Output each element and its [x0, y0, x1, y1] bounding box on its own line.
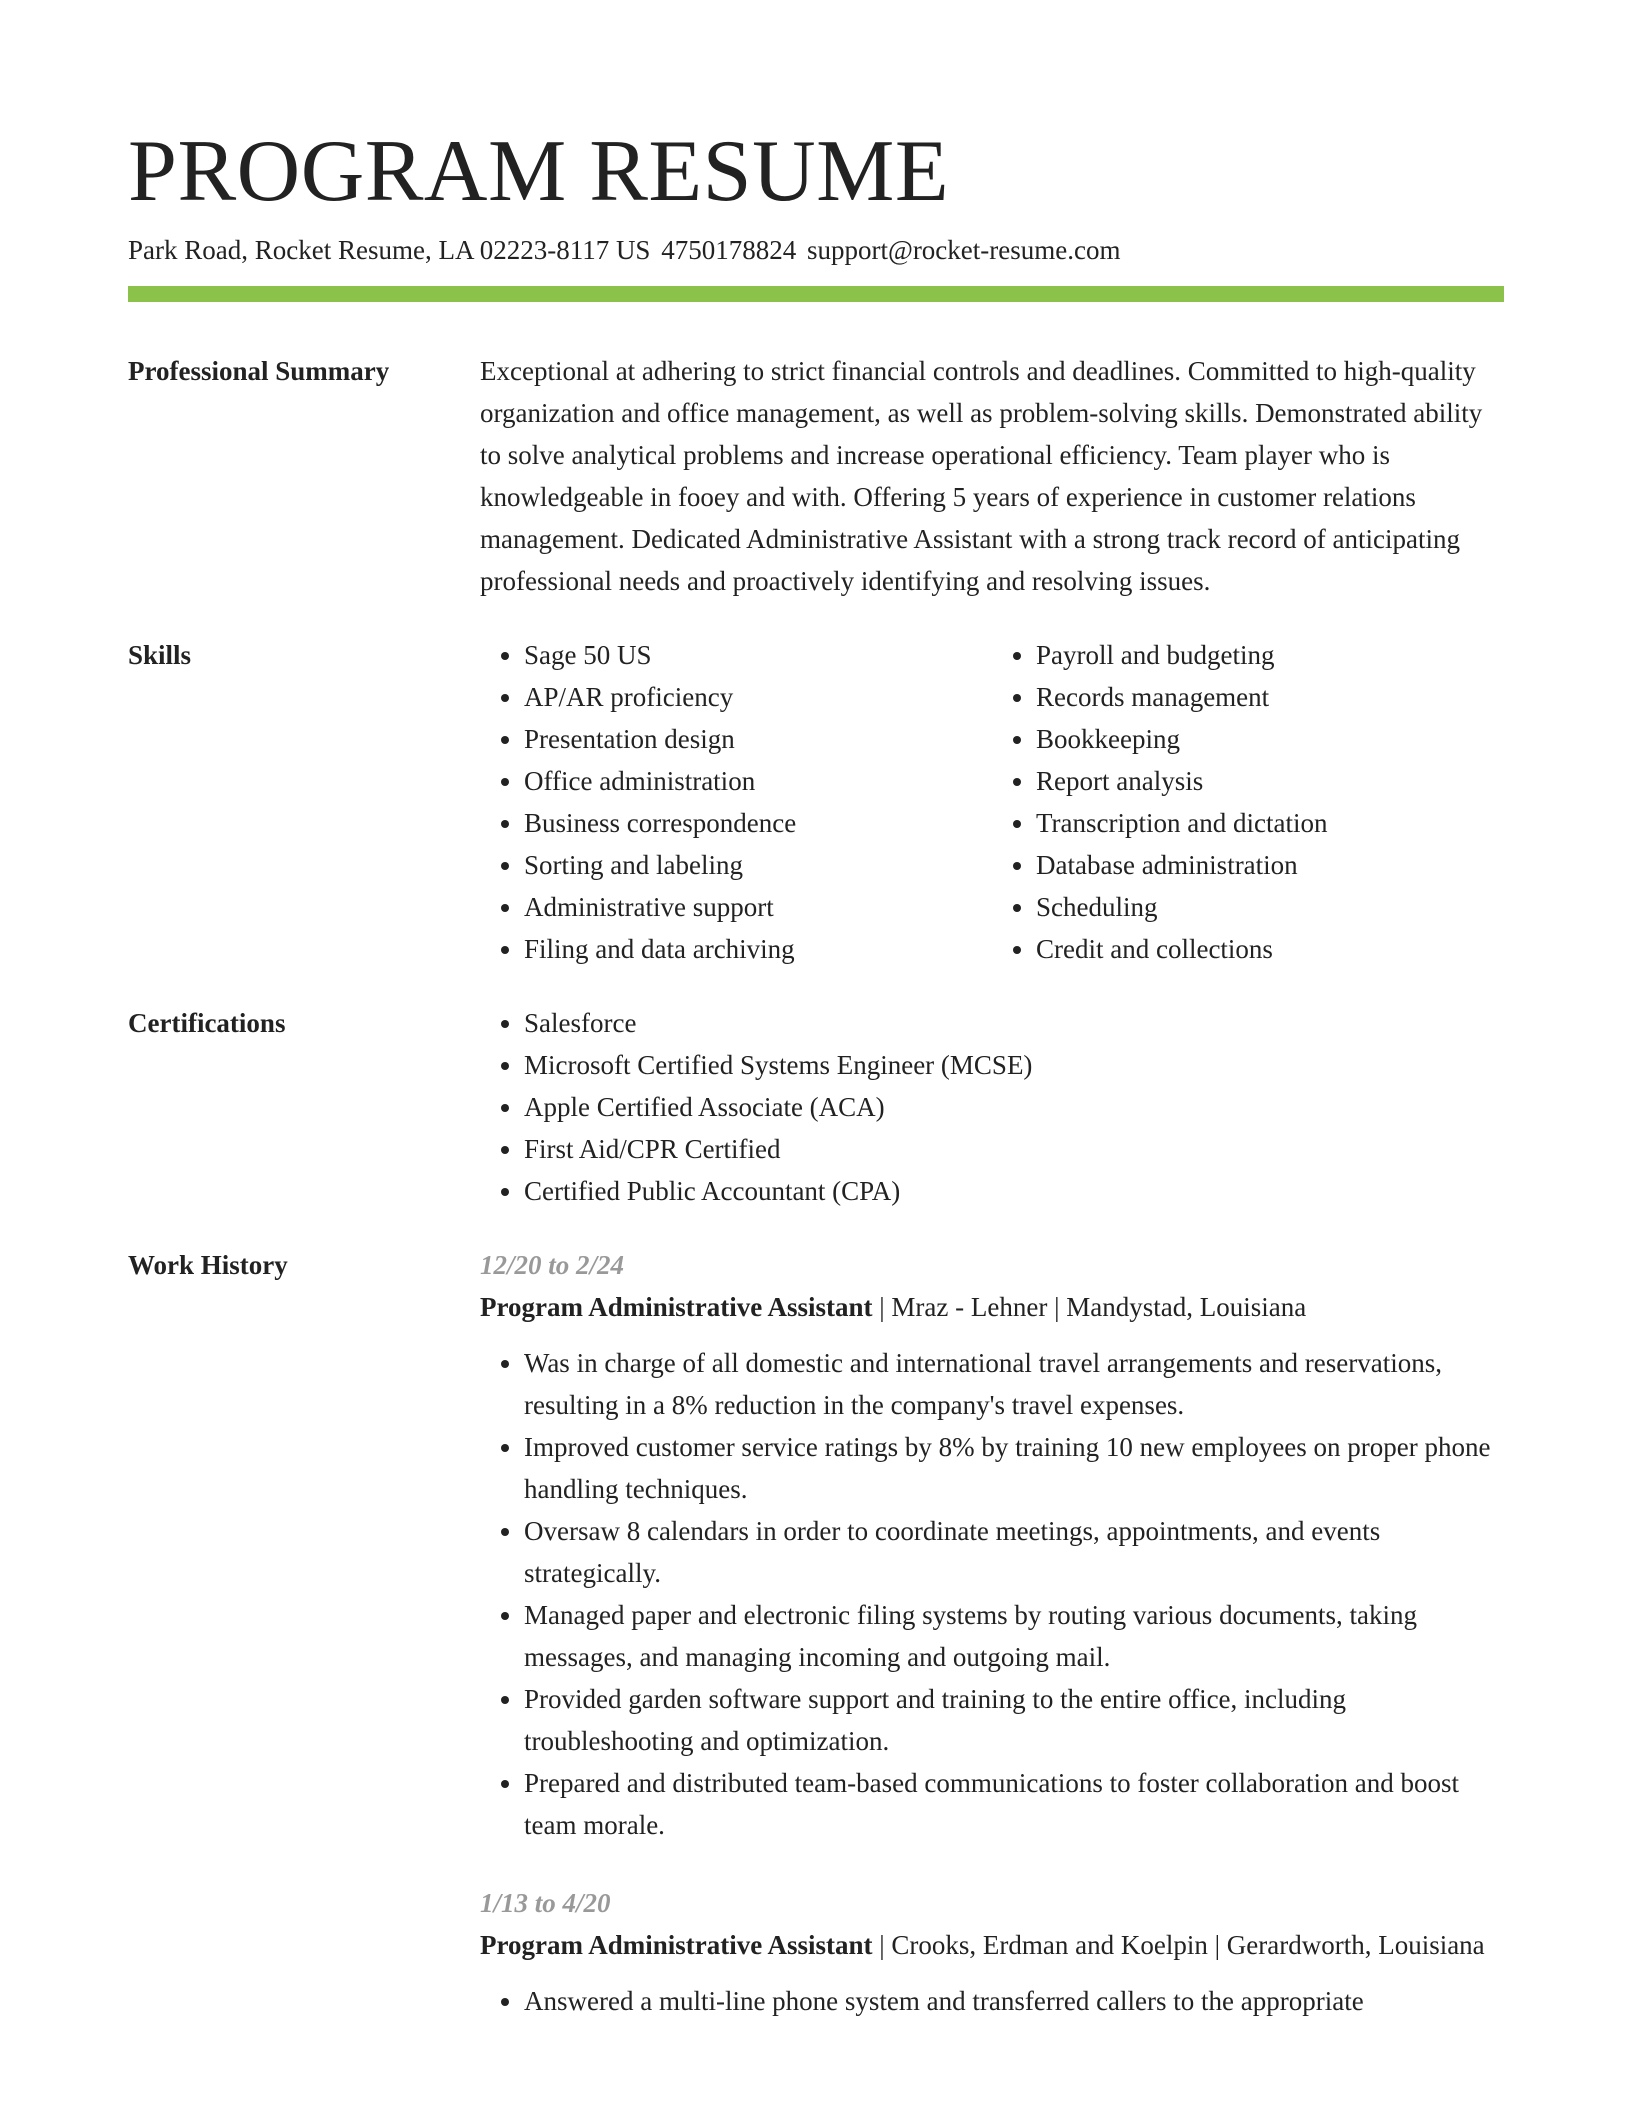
section-label-skills: Skills — [128, 640, 192, 670]
job-company-location: | Crooks, Erdman and Koelpin | Gerardworth, Louisiana — [872, 1930, 1485, 1960]
job-dates: 12/20 to 2/24 — [480, 1250, 625, 1280]
skill-item: • Presentation design — [524, 718, 992, 760]
section-professional-summary — [128, 350, 1504, 602]
summary-body — [480, 350, 1504, 602]
job-bullet: • Improved customer service ratings by 8% by training 10 new employees on proper phone handling techniques. — [524, 1426, 1504, 1510]
certifications-list — [480, 1002, 1504, 1212]
job-dates: 1/13 to 4/20 — [480, 1888, 611, 1918]
skill-item: • Filing and data archiving — [524, 928, 992, 970]
skill-item: • Database administration — [1036, 844, 1504, 886]
skill-item: • Business correspondence — [524, 802, 992, 844]
job-bullet: • Managed paper and electronic filing systems by routing various documents, taking messages, and managing incoming and outgoing mail. — [524, 1594, 1504, 1678]
skill-item: • Credit and collections — [1036, 928, 1504, 970]
certification-item: • First Aid/CPR Certified — [524, 1128, 1504, 1170]
section-work-history — [128, 1244, 1504, 2058]
summary-text: Exceptional at adhering to strict financial controls and deadlines. Committed to high-quality organization and office management, as well as problem-solving skills. Demonstrated ability to solve analytical problems and increase operational efficiency. Team player who is knowledgeable in fooey and with. Offering 5 years of experience in customer relations management. Dedicated Administrative Assistant with a strong track record of anticipating professional needs and proactively identifying and resolving issues. — [480, 356, 1483, 596]
job-entry — [480, 1244, 1504, 1846]
skill-item: • Report analysis — [1036, 760, 1504, 802]
certification-item: • Apple Certified Associate (ACA) — [524, 1086, 1504, 1128]
skill-item: • Scheduling — [1036, 886, 1504, 928]
contact-address: Park Road, Rocket Resume, LA 02223-8117 US — [128, 235, 651, 265]
job-entry — [480, 1882, 1504, 2022]
job-bullets — [480, 1980, 1504, 2022]
job-bullet: • Provided garden software support and training to the entire office, including troubleshooting and optimization. — [524, 1678, 1504, 1762]
skills-list-left — [480, 634, 992, 970]
contact-phone: 4750178824 — [661, 235, 797, 265]
contact-email: support@rocket-resume.com — [806, 235, 1121, 265]
skill-item: • Sorting and labeling — [524, 844, 992, 886]
certification-item: • Certified Public Accountant (CPA) — [524, 1170, 1504, 1212]
section-certifications — [128, 1002, 1504, 1212]
certification-item: • Microsoft Certified Systems Engineer (MCSE) — [524, 1044, 1504, 1086]
skill-item: • Transcription and dictation — [1036, 802, 1504, 844]
job-bullets — [480, 1342, 1504, 1846]
skills-body — [480, 634, 1504, 970]
job-company-location: | Mraz - Lehner | Mandystad, Louisiana — [872, 1292, 1307, 1322]
job-title: Program Administrative Assistant — [480, 1930, 873, 1960]
skills-list-right — [992, 634, 1504, 970]
job-bullet: • Answered a multi-line phone system and transferred callers to the appropriate — [524, 1980, 1504, 2022]
skill-item: • Sage 50 US — [524, 634, 992, 676]
skill-item: • Office administration — [524, 760, 992, 802]
section-skills — [128, 634, 1504, 970]
section-label-certifications: Certifications — [128, 1008, 286, 1038]
job-heading — [480, 1286, 1504, 1328]
skill-item: • Administrative support — [524, 886, 992, 928]
job-bullet: • Was in charge of all domestic and international travel arrangements and reservations, resulting in a 8% reduction in the company's travel expenses. — [524, 1342, 1504, 1426]
job-bullet: • Prepared and distributed team-based communications to foster collaboration and boost team morale. — [524, 1762, 1504, 1846]
certifications-body — [480, 1002, 1504, 1212]
skill-item: • Records management — [1036, 676, 1504, 718]
job-title: Program Administrative Assistant — [480, 1292, 873, 1322]
work-history-body — [480, 1244, 1504, 2058]
section-label-summary: Professional Summary — [128, 356, 390, 386]
skill-item: • Payroll and budgeting — [1036, 634, 1504, 676]
contact-line — [128, 232, 1124, 268]
skill-item: • AP/AR proficiency — [524, 676, 992, 718]
resume-sections — [128, 350, 1504, 2090]
job-bullet: • Oversaw 8 calendars in order to coordinate meetings, appointments, and events strategically. — [524, 1510, 1504, 1594]
section-label-work-history: Work History — [128, 1250, 288, 1280]
skill-item: • Bookkeeping — [1036, 718, 1504, 760]
resume-title: PROGRAM RESUME — [128, 123, 950, 220]
certification-item: • Salesforce — [524, 1002, 1504, 1044]
job-heading — [480, 1924, 1504, 1966]
header-divider — [128, 286, 1504, 302]
